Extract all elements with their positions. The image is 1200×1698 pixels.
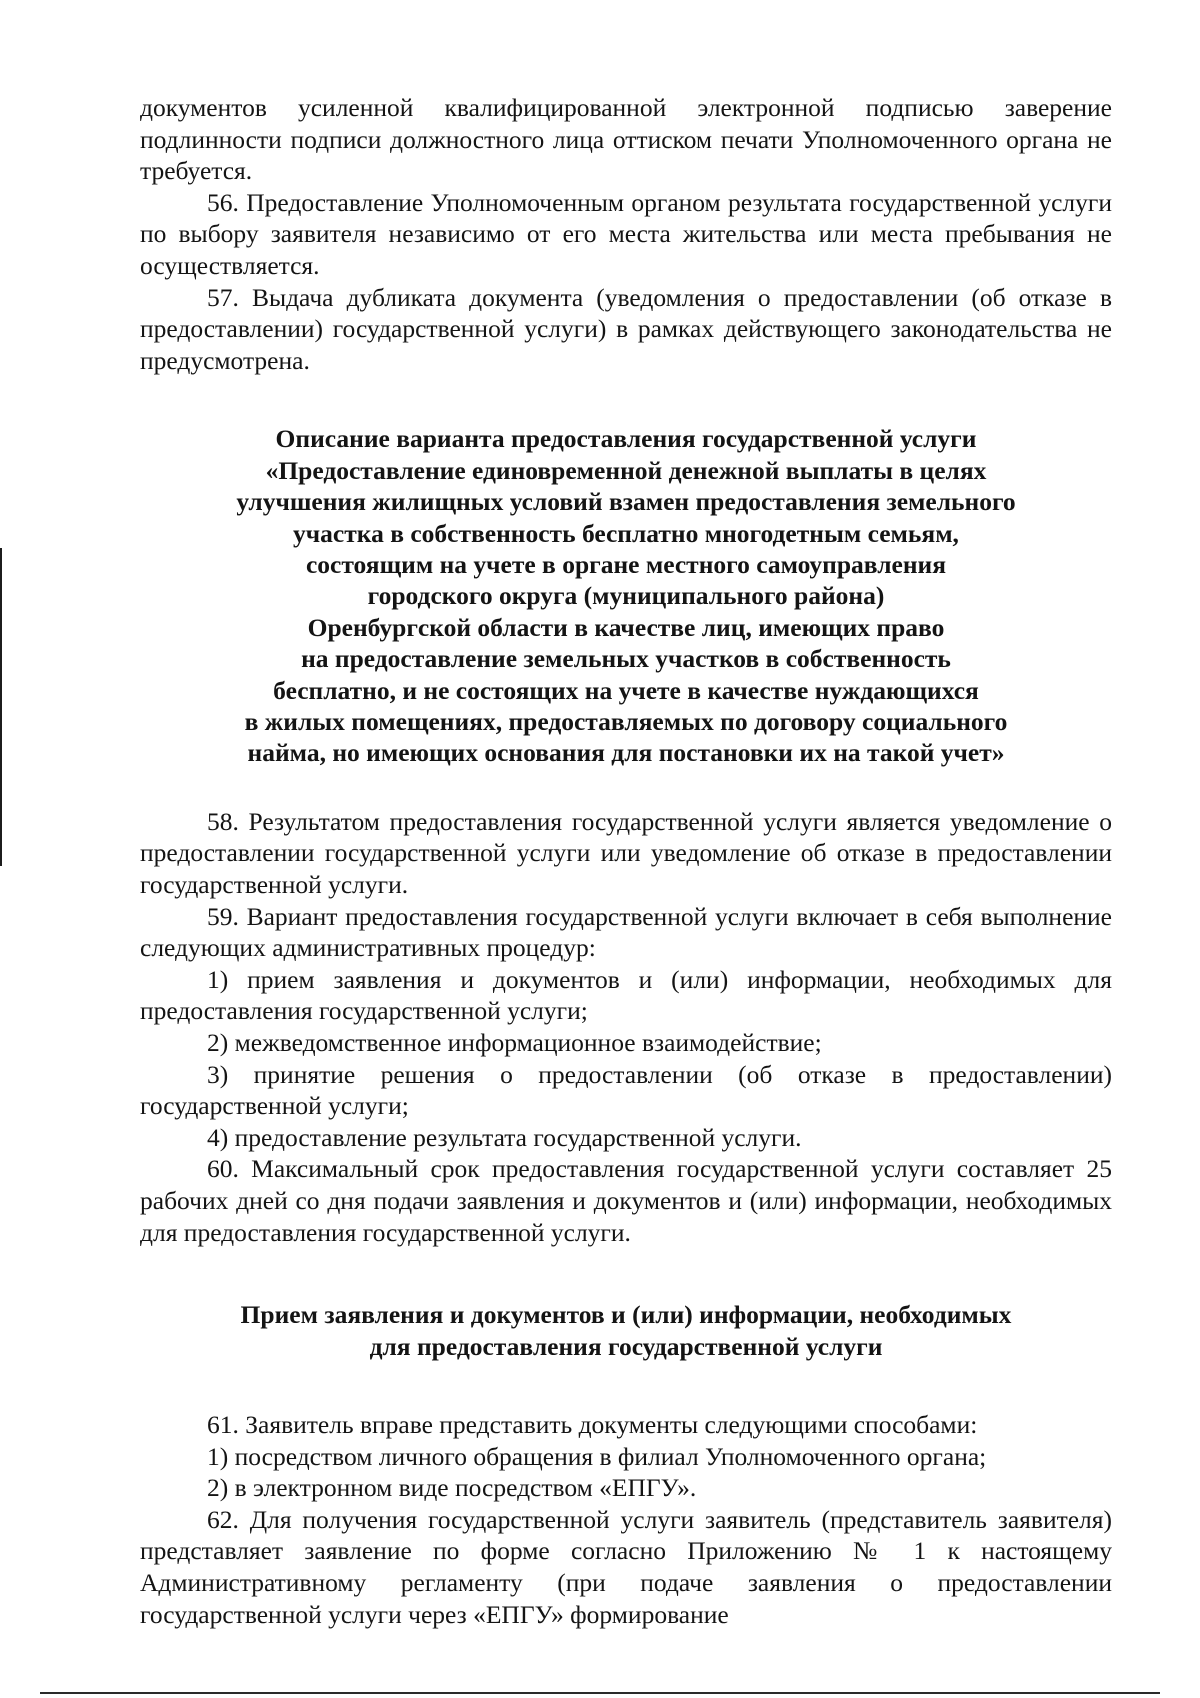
spacer xyxy=(140,769,1112,806)
section-heading-reception xyxy=(140,1299,1112,1362)
paragraph-59: 59. Вариант предоставления государственной услуги включает в себя выполнение следующих административных процедур: xyxy=(140,901,1112,963)
list-item-61-2: 2) в электронном виде посредством «ЕПГУ». xyxy=(207,1473,697,1503)
spacer xyxy=(140,1248,1112,1299)
paragraph-57: 57. Выдача дубликата документа (уведомления о предоставлении (об отказе в предоставлении) государственной услуги) в рамках действующего законодательства не предусмотрена. xyxy=(140,282,1112,375)
paragraph-continuation: документов усиленной квалифицированной электронной подписью заверение подлинности подписи должностного лица оттиском печати Уполномоченного органа не требуется. xyxy=(140,93,1112,186)
list-item-59-2: 2) межведомственное информационное взаимодействие; xyxy=(207,1027,822,1057)
heading-line: состоящим на учете в органе местного самоуправления xyxy=(305,549,947,579)
list-item-59-1: 1) прием заявления и документов и (или) информации, необходимых для предоставления государственной услуги; xyxy=(140,964,1112,1026)
document-page xyxy=(140,92,1112,1630)
heading-line: Описание варианта предоставления государственной услуги xyxy=(275,424,977,454)
heading-line: «Предоставление единовременной денежной выплаты в целях xyxy=(265,455,987,485)
scan-bottom-edge xyxy=(40,1692,1160,1694)
heading-line: в жилых помещениях, предоставляемых по договору социального xyxy=(244,707,1008,736)
heading-line: участка в собственность бесплатно многодетным семьям, xyxy=(293,518,959,548)
heading-line: Оренбургской области в качестве лиц, имеющих право xyxy=(307,612,945,642)
paragraph-61: 61. Заявитель вправе представить документы следующими способами: xyxy=(207,1409,978,1439)
paragraph-62: 62. Для получения государственной услуги заявитель (представитель заявителя) представляет заявление по форме согласно Приложению № 1 к настоящему Административному регламенту (при подаче заявления о предоставлении государственной услуги через «ЕПГУ» формирование xyxy=(140,1504,1112,1629)
list-item-59-3: 3) принятие решения о предоставлении (об отказе в предоставлении) государственной услуги; xyxy=(140,1059,1112,1121)
heading-line: улучшения жилищных условий взамен предоставления земельного xyxy=(236,487,1016,517)
heading-line: Прием заявления и документов и (или) информации, необходимых xyxy=(240,1300,1012,1330)
spacer xyxy=(140,376,1112,423)
list-item-61-1: 1) посредством личного обращения в филиал Уполномоченного органа; xyxy=(207,1441,987,1471)
scan-margin-line xyxy=(0,548,2,866)
heading-line: городского округа (муниципального района) xyxy=(367,581,885,611)
heading-line: найма, но имеющих основания для постановки их на такой учет» xyxy=(247,738,1005,768)
spacer xyxy=(140,1362,1112,1409)
list-item-59-4: 4) предоставление результата государственной услуги. xyxy=(207,1122,802,1152)
section-heading-variant xyxy=(140,423,1112,768)
paragraph-58: 58. Результатом предоставления государственной услуги является уведомление о предоставлении государственной услуги или уведомление об отказе в предоставлении государственной услуги. xyxy=(140,806,1112,899)
paragraph-56: 56. Предоставление Уполномоченным органом результата государственной услуги по выбору заявителя независимо от его места жительства или места пребывания не осуществляется. xyxy=(140,187,1112,280)
heading-line: бесплатно, и не состоящих на учете в качестве нуждающихся xyxy=(273,675,979,705)
heading-line: для предоставления государственной услуги xyxy=(369,1331,883,1361)
paragraph-60: 60. Максимальный срок предоставления государственной услуги составляет 25 рабочих дней со дня подачи заявления и документов и (или) информации, необходимых для предоставления государственной услуги. xyxy=(140,1154,1112,1247)
heading-line: на предоставление земельных участков в собственность xyxy=(301,644,951,674)
